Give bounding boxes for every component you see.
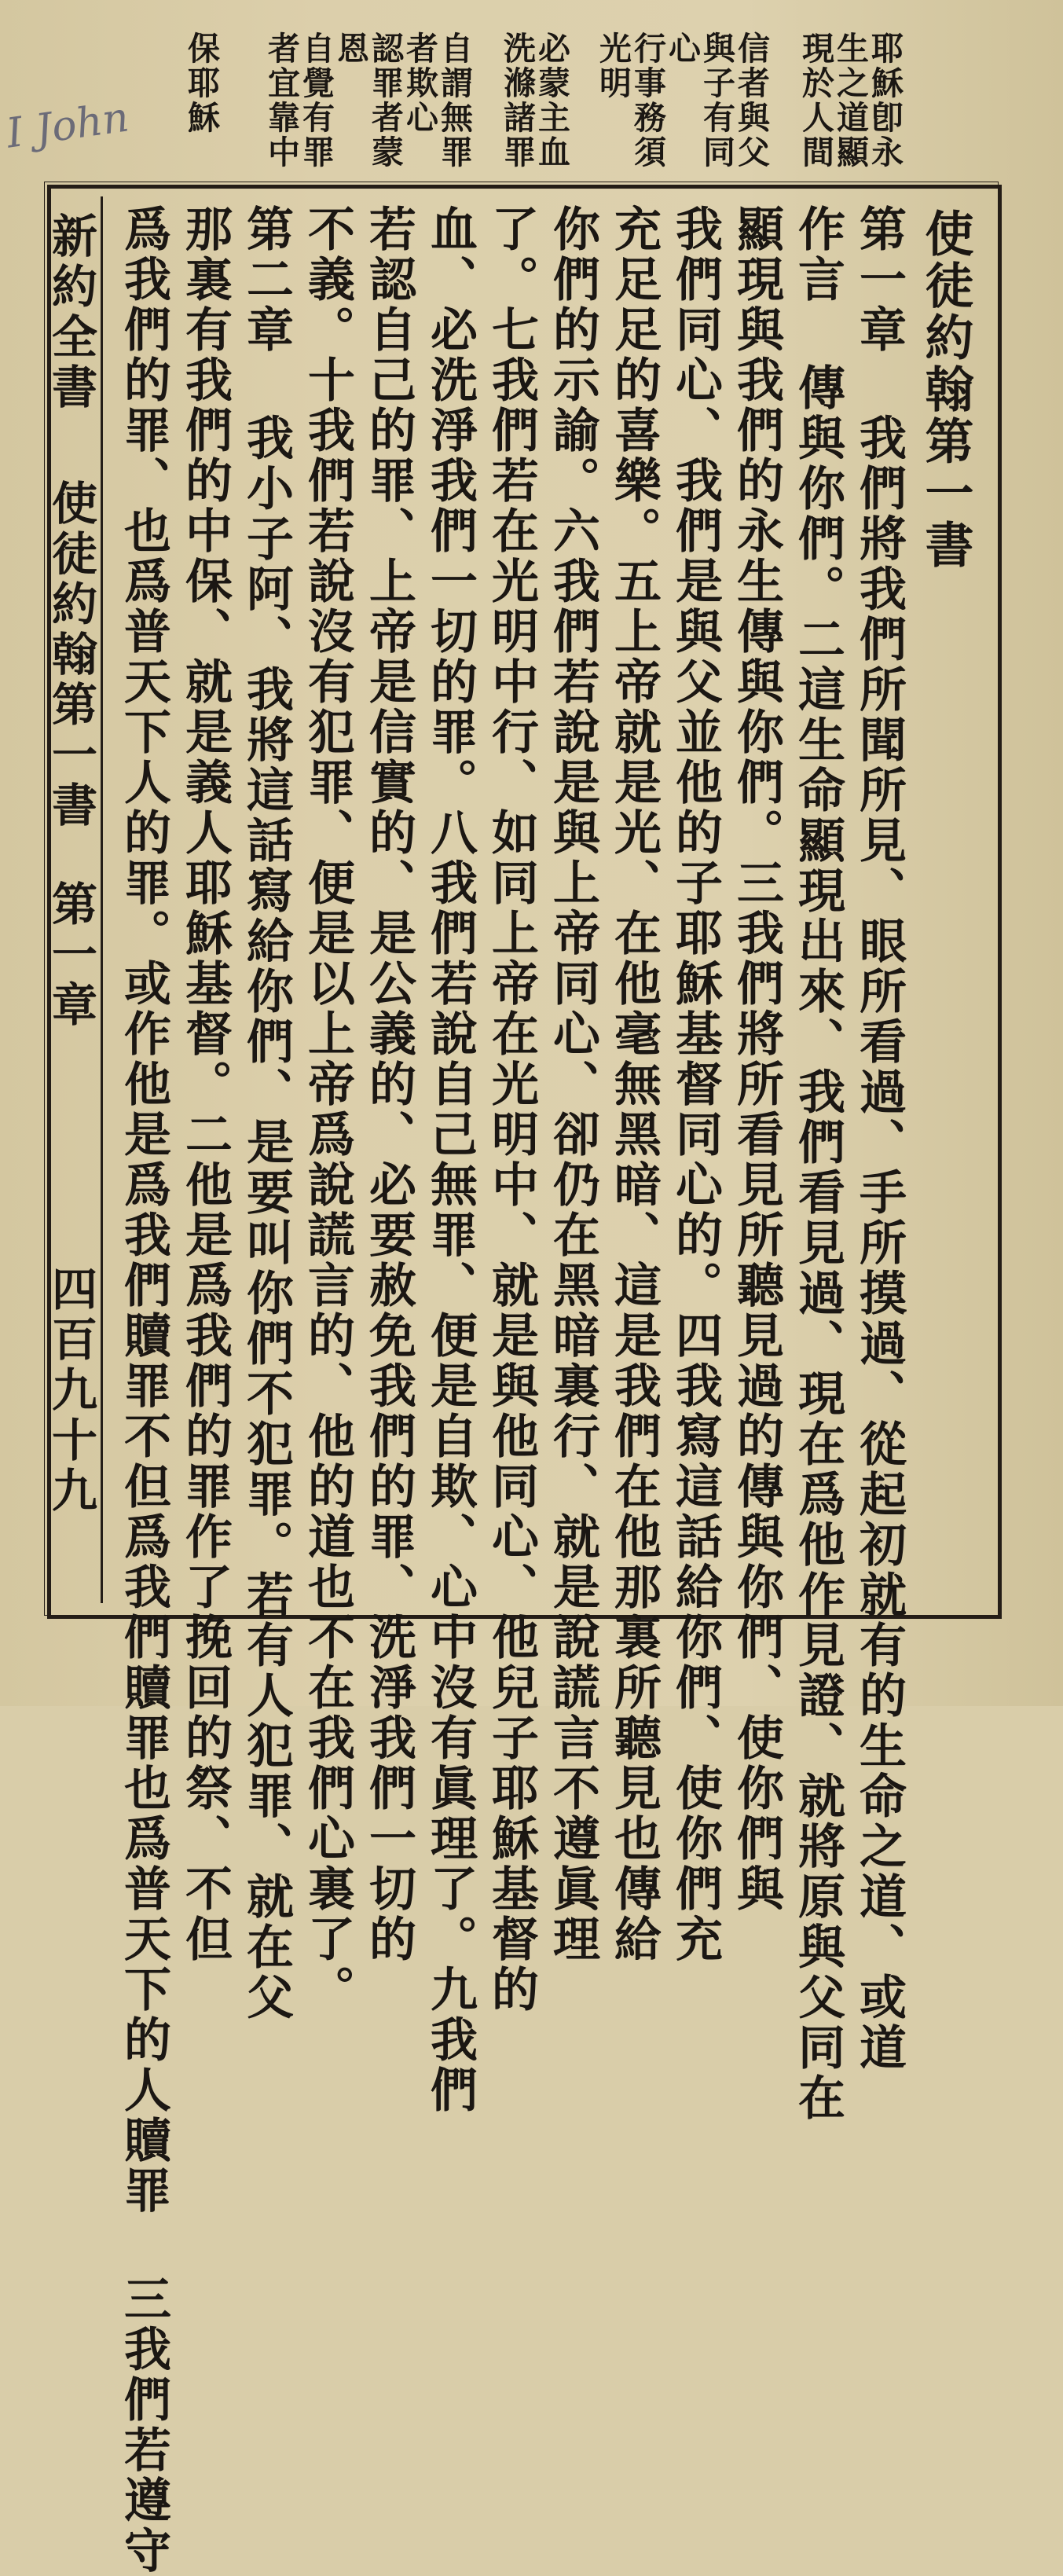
- column-divider: [101, 196, 103, 1603]
- marginal-notes: [182, 31, 915, 181]
- page-number: 四百九十九: [44, 1265, 97, 1517]
- text-column: 第二章 我小子阿、我將這話寫給你們、是要叫你們不犯罪。若有人犯罪、就在父: [239, 204, 294, 2023]
- text-column: 我們同心、我們是與父並他的子耶穌基督同心的。四我寫這話給你們、使你們充: [668, 204, 723, 1965]
- text-column: 顯現與我們的永生傳與你們。三我們將所看見所聽見過的傳與你們、使你們與: [729, 204, 784, 1914]
- text-column: 不義。十我們若說沒有犯罪、便是以上帝爲說謊言的、他的道也不在我們心裏了。: [300, 204, 355, 2015]
- handwritten-annotation: I John: [3, 94, 132, 158]
- header-note: 自謂無罪: [435, 31, 473, 170]
- header-note: 光明: [594, 31, 632, 101]
- text-column: 血、必洗淨我們一切的罪。八我們若說自己無罪、便是自欺、心中沒有眞理了。九我們: [423, 204, 478, 2115]
- header-note: 現於人間: [797, 31, 834, 170]
- text-column: 爲我們的罪、也爲普天下人的罪。或作他是爲我們贖罪不但爲我們贖罪也爲普天下的人贖罪 三我們若遵守: [116, 204, 171, 2576]
- header-note: 保耶穌: [182, 31, 220, 135]
- header-note: 洗滌諸罪: [498, 31, 536, 170]
- header-note: 行事務須: [629, 31, 666, 170]
- header-note: 生之道顯: [831, 31, 869, 170]
- header-note: 必蒙主血: [533, 31, 570, 170]
- text-column: 若認自己的罪、上帝是信實的、是公義的、必要赦免我們的罪、洗淨我們一切的: [361, 204, 416, 1965]
- running-head-title: 使徒約翰第一書: [44, 479, 97, 831]
- header-note: 心: [663, 31, 701, 66]
- running-head-book: 新約全書: [44, 212, 97, 413]
- header-note: 耶穌卽永: [866, 31, 904, 170]
- header-note: 者宜靠中: [262, 31, 300, 170]
- header-note: 者欺心: [401, 31, 438, 135]
- header-note: 恩: [332, 31, 369, 66]
- text-column: 第一章 我們將我們所聞所見、眼所看過、手所摸過、從起初就有的生命之道、或道: [852, 204, 907, 2073]
- header-note: 認罪者蒙: [366, 31, 404, 170]
- page-title: 使徒約翰第一書: [917, 208, 974, 571]
- running-head-chapter: 第一章: [44, 880, 97, 1031]
- text-column: 你們的示諭。六我們若說是與上帝同心、卻仍在黑暗裏行、就是說謊言不遵眞理: [545, 204, 600, 1965]
- text-column: 充足足的喜樂。五上帝就是光、在他毫無黑暗、這是我們在他那裏所聽見也傳給: [607, 204, 662, 1965]
- header-note: 信者與父: [732, 31, 770, 170]
- header-note: 與子有同: [698, 31, 735, 170]
- text-column: 了。七我們若在光明中行、如同上帝在光明中、就是與他同心、他兒子耶穌基督的: [484, 204, 539, 2015]
- text-column: 作言 傳與你們。二這生命顯現出來、我們看見過、現在爲他作見證、就將原與父同在: [790, 204, 845, 2123]
- header-note: 自覺有罪: [297, 31, 335, 170]
- text-column: 那裏有我們的中保、就是義人耶穌基督。二他是爲我們的罪作了挽回的祭、不但: [178, 204, 233, 1965]
